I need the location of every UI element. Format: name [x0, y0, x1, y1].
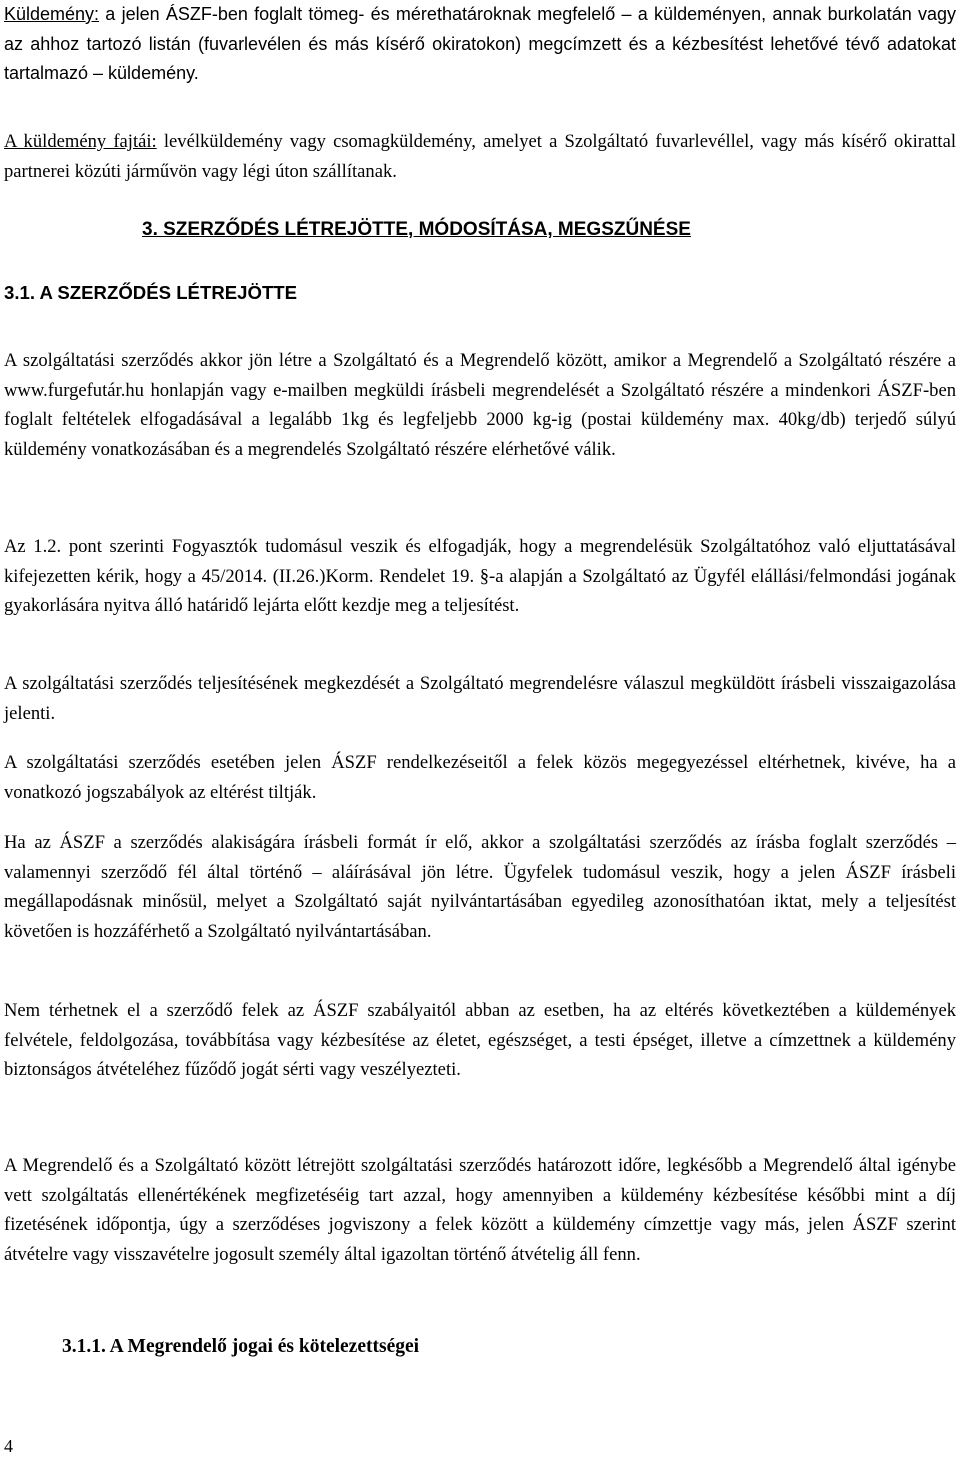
definition-kuldemeny — [4, 0, 956, 89]
subsection-heading: 3.1. A SZERZŐDÉS LÉTREJÖTTE — [4, 282, 298, 303]
paragraph-5: Ha az ÁSZF a szerződés alakiságára írásbeli formát ír elő, akkor a szolgáltatási szerződés az írásba foglalt szerződés – valamennyi szerződő fél által történő – aláírásával jön létre. Ügyfelek tudomásul veszik, hogy a jelen ÁSZF írásbeli megállapodásnak minősül, melyet a Szolgáltató saját nyilvántartásában egyedileg azonosíthatóan iktat, mely a teljesítést követően is hozzáférhető a Szolgáltató nyilvántartásában. — [4, 832, 956, 942]
definition-fajtai — [4, 127, 956, 186]
subsection-heading-3-1-1: 3.1.1. A Megrendelő jogai és kötelezettségei — [62, 1336, 420, 1357]
paragraph-7: A Megrendelő és a Szolgáltató között létrejött szolgáltatási szerződés határozott időre, legkésőbb a Megrendelő által igénybe vett szolgáltatás ellenértékének megfizetéséig tart azzal, hogy amennyiben a küldemény kézbesítése későbbi mint a díj fizetésének időpontja, úgy a szerződéses jogviszony a felek között a küldemény címzettje vagy más, jelen ÁSZF szerint átvételre vagy visszavételre jogosult személy által igazoltan történő átvételig áll fenn. — [4, 1155, 956, 1265]
definition-text: a jelen ÁSZF-ben foglalt tömeg- és mérethatároknak megfelelő – a küldeményen, annak burkolatán vagy az ahhoz tartozó listán (fuvarlevélen és más kísérő okiratokon) megcímzett és a kézbesítést lehetővé tévő adatokat tartalmazó – küldemény. — [4, 4, 956, 84]
paragraph-2: Az 1.2. pont szerinti Fogyasztók tudomásul veszik és elfogadják, hogy a megrendelésük Szolgáltatóhoz való eljuttatásával kifejezetten kérik, hogy a 45/2014. (II.26.)Korm. Rendelet 19. §-a alapján a Szolgáltató az Ügyfél elállási/felmondási jogának gyakorlására nyitva álló határidő lejárta előtt kezdje meg a teljesítést. — [4, 536, 956, 617]
definition-text: levélküldemény vagy csomagküldemény, amelyet a Szolgáltató fuvarlevéllel, vagy más kísérő okirattal partnerei közúti járművön vagy légi úton szállítanak. — [4, 131, 957, 182]
definition-term: Küldemény: — [4, 4, 100, 24]
paragraph-1: A szolgáltatási szerződés akkor jön létre a Szolgáltató és a Megrendelő között, amikor a Megrendelő a Szolgáltató részére a www.furgefutár.hu honlapján vagy e-mailben megküldi írásbeli megrendelését a Szolgáltató részére a mindenkori ÁSZF-ben foglalt feltételek elfogadásával a legalább 1kg és legfeljebb 2000 kg-ig (postai küldemény max. 40kg/db) terjedő súlyú küldemény vonatkozásában és a megrendelés Szolgáltató részére elérhetővé válik. — [4, 350, 956, 460]
definition-term: A küldemény fajtái: — [4, 131, 157, 152]
page-number: 4 — [4, 1436, 13, 1456]
section-heading: 3. SZERZŐDÉS LÉTREJÖTTE, MÓDOSÍTÁSA, MEGSZŰNÉSE — [142, 219, 691, 240]
paragraph-3: A szolgáltatási szerződés teljesítésének megkezdését a Szolgáltató megrendelésre válaszul megküldött írásbeli visszaigazolása jelenti. — [4, 673, 956, 724]
paragraph-4: A szolgáltatási szerződés esetében jelen ÁSZF rendelkezéseitől a felek közös megegyezéssel eltérhetnek, kivéve, ha a vonatkozó jogszabályok az eltérést tiltják. — [4, 752, 956, 803]
paragraph-6: Nem térhetnek el a szerződő felek az ÁSZF szabályaitól abban az esetben, ha az eltérés következtében a küldemények felvétele, feldolgozása, továbbítása vagy kézbesítése az életet, egészséget, a testi épséget, illetve a címzettnek a küldemény biztonságos átvételéhez fűződő jogát sérti vagy veszélyezteti. — [4, 1000, 956, 1081]
